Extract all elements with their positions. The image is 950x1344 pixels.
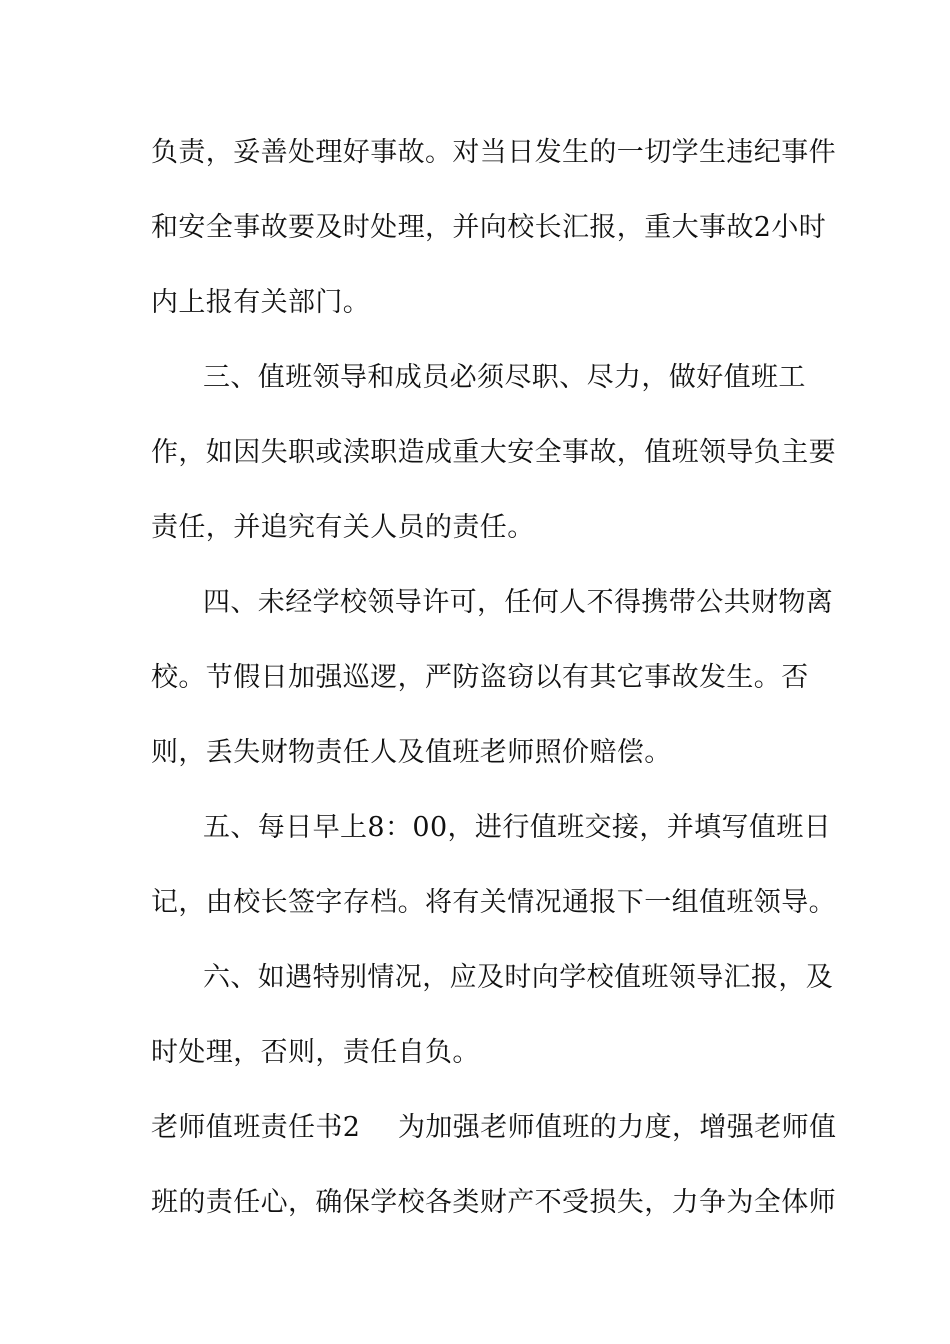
section-heading-line — [151, 1111, 851, 1145]
paragraph-line: 责任，并追究有关人员的责任。 — [151, 512, 535, 543]
paragraph-line: 和安全事故要及时处理，并向校长汇报，重大事故2小时 — [151, 212, 827, 243]
paragraph-line: 四、未经学校领导许可，任何人不得携带公共财物离 — [203, 587, 834, 618]
paragraph-line: 则，丢失财物责任人及值班老师照价赔偿。 — [151, 737, 672, 768]
paragraph-line: 三、值班领导和成员必须尽职、尽力，做好值班工 — [203, 362, 806, 393]
paragraph-line: 六、如遇特别情况，应及时向学校值班领导汇报，及 — [203, 962, 834, 993]
paragraph-line: 五、每日早上8：00，进行值班交接，并填写值班日 — [203, 812, 832, 843]
section-heading-tail: 为加强老师值班的力度，增强老师值 — [398, 1112, 837, 1143]
paragraph-line: 班的责任心，确保学校各类财产不受损失，力争为全体师 — [151, 1187, 836, 1218]
section-heading: 老师值班责任书2 — [151, 1112, 361, 1143]
paragraph-line: 作，如因失职或渎职造成重大安全事故，值班领导负主要 — [151, 437, 836, 468]
paragraph-line: 记，由校长签字存档。将有关情况通报下一组值班领导。 — [151, 887, 836, 918]
paragraph-line: 校。节假日加强巡逻，严防盗窃以有其它事故发生。否 — [151, 662, 809, 693]
paragraph-line: 时处理，否则，责任自负。 — [151, 1037, 480, 1068]
paragraph-line: 内上报有关部门。 — [151, 287, 371, 318]
paragraph-line: 负责，妥善处理好事故。对当日发生的一切学生违纪事件 — [151, 137, 836, 168]
